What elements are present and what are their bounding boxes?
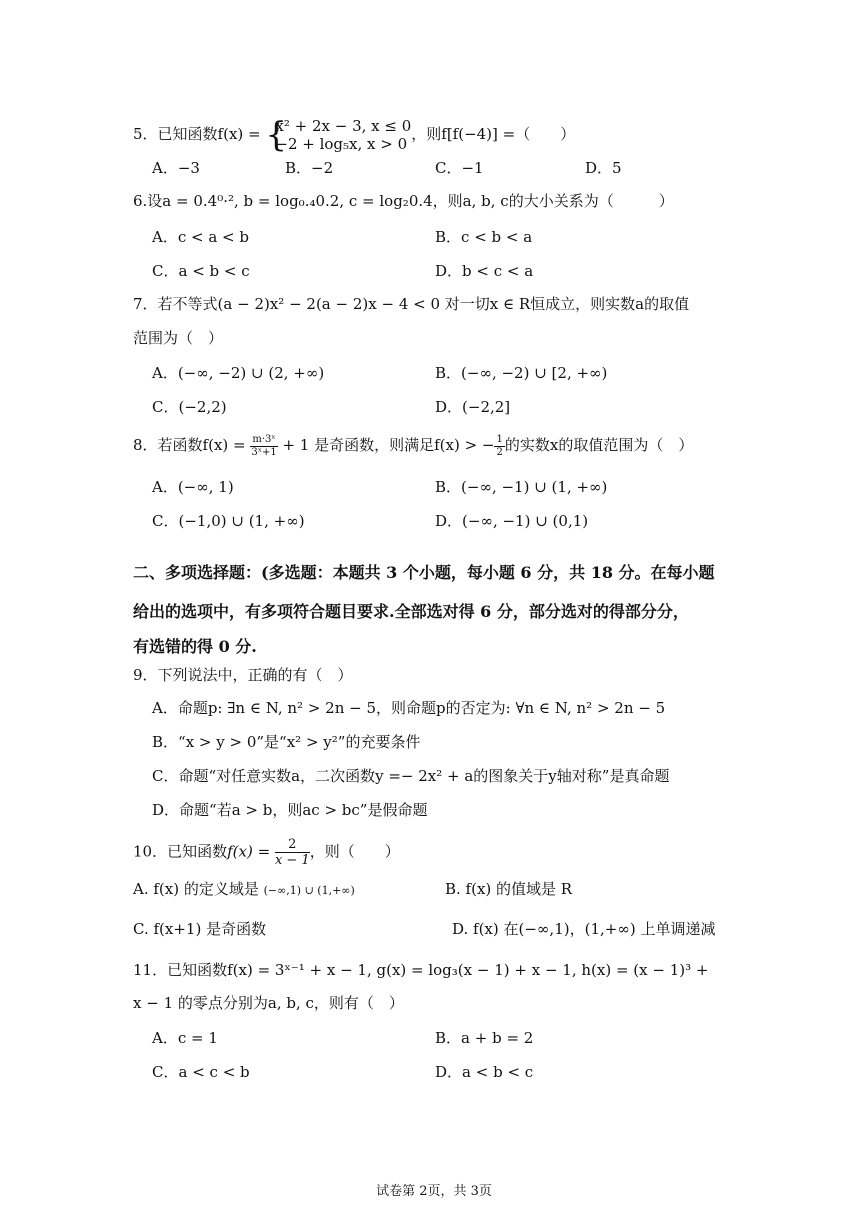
q8-prefix: 8．若函数f(x) =	[133, 436, 246, 454]
q11-option-d: D．a < b < c	[435, 1063, 534, 1081]
q9-option-a: A．命题p: ∃n ∈ N, n² > 2n − 5，则命题p的否定为: ∀n ∈ N, n² > 2n − 5	[152, 699, 666, 717]
q11-option-a: A．c = 1	[152, 1029, 218, 1047]
q6-option-c: C．a < b < c	[152, 262, 250, 280]
section2-line2: 给出的选项中，有多项符合题目要求.全部选对得 6 分，部分选对的得部分分，	[133, 602, 689, 621]
page-footer: 试卷第 2页，共 3页	[376, 1184, 492, 1199]
q10-option-a-text: A. f(x) 的定义域是	[133, 880, 259, 898]
q10-option-c: C. f(x+1) 是奇函数	[133, 920, 267, 938]
q8-frac-num: m·3ˣ	[252, 433, 276, 445]
q8-suffix: 的实数x的取值范围为（ ）	[504, 436, 694, 454]
q10-frac-den: x − 1	[274, 853, 310, 868]
q5-func: f(x) =	[217, 125, 261, 143]
q10-suffix: ，则（ ）	[309, 842, 400, 861]
q10-option-a	[133, 878, 355, 902]
q9-option-c: C．命题“对任意实数a，二次函数y =− 2x² + a的图象关于y轴对称”是真命题	[152, 767, 670, 785]
q8-option-a: A．(−∞, 1)	[152, 478, 234, 496]
q6-option-a: A．c < a < b	[152, 228, 249, 246]
q7-stem-line2: 范围为（ ）	[133, 329, 224, 347]
q6-stem: 6.设a = 0.4⁰·², b = log₀.₄0.2, c = log₂0.4，则a, b, c的大小关系为（ ）	[133, 192, 674, 210]
q8-option-c: C．(−1,0) ∪ (1, +∞)	[152, 512, 305, 530]
q5-option-c: C．−1	[435, 159, 484, 177]
q7-stem-line1: 7．若不等式(a − 2)x² − 2(a − 2)x − 4 < 0 对一切x ∈ R恒成立，则实数a的取值	[133, 295, 690, 313]
q10-option-b: B. f(x) 的值域是 R	[445, 880, 573, 898]
q8-half	[494, 435, 504, 458]
q5-suffix: ，则f[f(−4)] =（ ）	[411, 125, 576, 143]
q7-option-a: A．(−∞, −2) ∪ (2, +∞)	[152, 364, 325, 382]
q5-piecewise	[265, 117, 411, 153]
q5-prefix: 5．已知函数	[133, 125, 218, 143]
q10-fraction	[275, 838, 310, 867]
q7-option-d: D．(−2,2]	[435, 398, 511, 416]
q5-option-b: B．−2	[285, 159, 334, 177]
q11-option-c: C．a < c < b	[152, 1063, 250, 1081]
q5-piece-1: x² + 2x − 3, x ≤ 0	[275, 117, 412, 135]
section2-line1: 二、多项选择题：(多选题：本题共 3 个小题，每小题 6 分，共 18 分。在每小题	[133, 563, 715, 582]
q10-prefix: 10．已知函数	[133, 842, 228, 861]
q10-option-a-math: (−∞,1) ∪ (1,+∞)	[263, 884, 355, 897]
q8-frac-den: 3ˣ+1	[251, 446, 277, 458]
q10-option-d: D. f(x) 在(−∞,1)，(1,+∞) 上单调递减	[452, 920, 716, 938]
q9-option-d: D．命题“若a > b，则ac > bc”是假命题	[152, 801, 428, 819]
q6-option-b: B．c < b < a	[435, 228, 533, 246]
q11-stem-line2: x − 1 的零点分别为a, b, c，则有（ ）	[133, 994, 404, 1012]
q8-stem	[133, 434, 693, 458]
q9-option-b: B．“x > y > 0”是“x² > y²”的充要条件	[152, 733, 421, 751]
q8-middle: + 1 是奇函数，则满足f(x) > −	[282, 436, 495, 454]
q5-option-d: D．5	[585, 159, 622, 177]
q9-stem: 9．下列说法中，正确的有（ ）	[133, 666, 353, 684]
q8-fraction	[250, 435, 277, 458]
q8-option-d: D．(−∞, −1) ∪ (0,1)	[435, 512, 589, 530]
q10-stem	[133, 838, 400, 867]
q10-func: f(x) =	[227, 842, 271, 861]
q5-option-a: A．−3	[152, 159, 200, 177]
section2-line3: 有选错的得 0 分.	[133, 637, 257, 656]
q8-half-num: 1	[496, 433, 503, 445]
q11-option-b: B．a + b = 2	[435, 1029, 534, 1047]
q5-stem	[133, 117, 575, 153]
q11-stem-line1: 11．已知函数f(x) = 3ˣ⁻¹ + x − 1, g(x) = log₃(x − 1) + x − 1, h(x) = (x − 1)³ +	[133, 961, 709, 979]
q5-piece-2: −2 + log₅x, x > 0	[275, 135, 408, 153]
q10-frac-num: 2	[275, 838, 310, 853]
q8-half-den: 2	[496, 446, 503, 458]
q7-option-b: B．(−∞, −2) ∪ [2, +∞)	[435, 364, 608, 382]
brace-symbol: {	[265, 115, 288, 155]
q6-option-d: D．b < c < a	[435, 262, 534, 280]
q7-option-c: C．(−2,2)	[152, 398, 227, 416]
q8-option-b: B．(−∞, −1) ∪ (1, +∞)	[435, 478, 608, 496]
